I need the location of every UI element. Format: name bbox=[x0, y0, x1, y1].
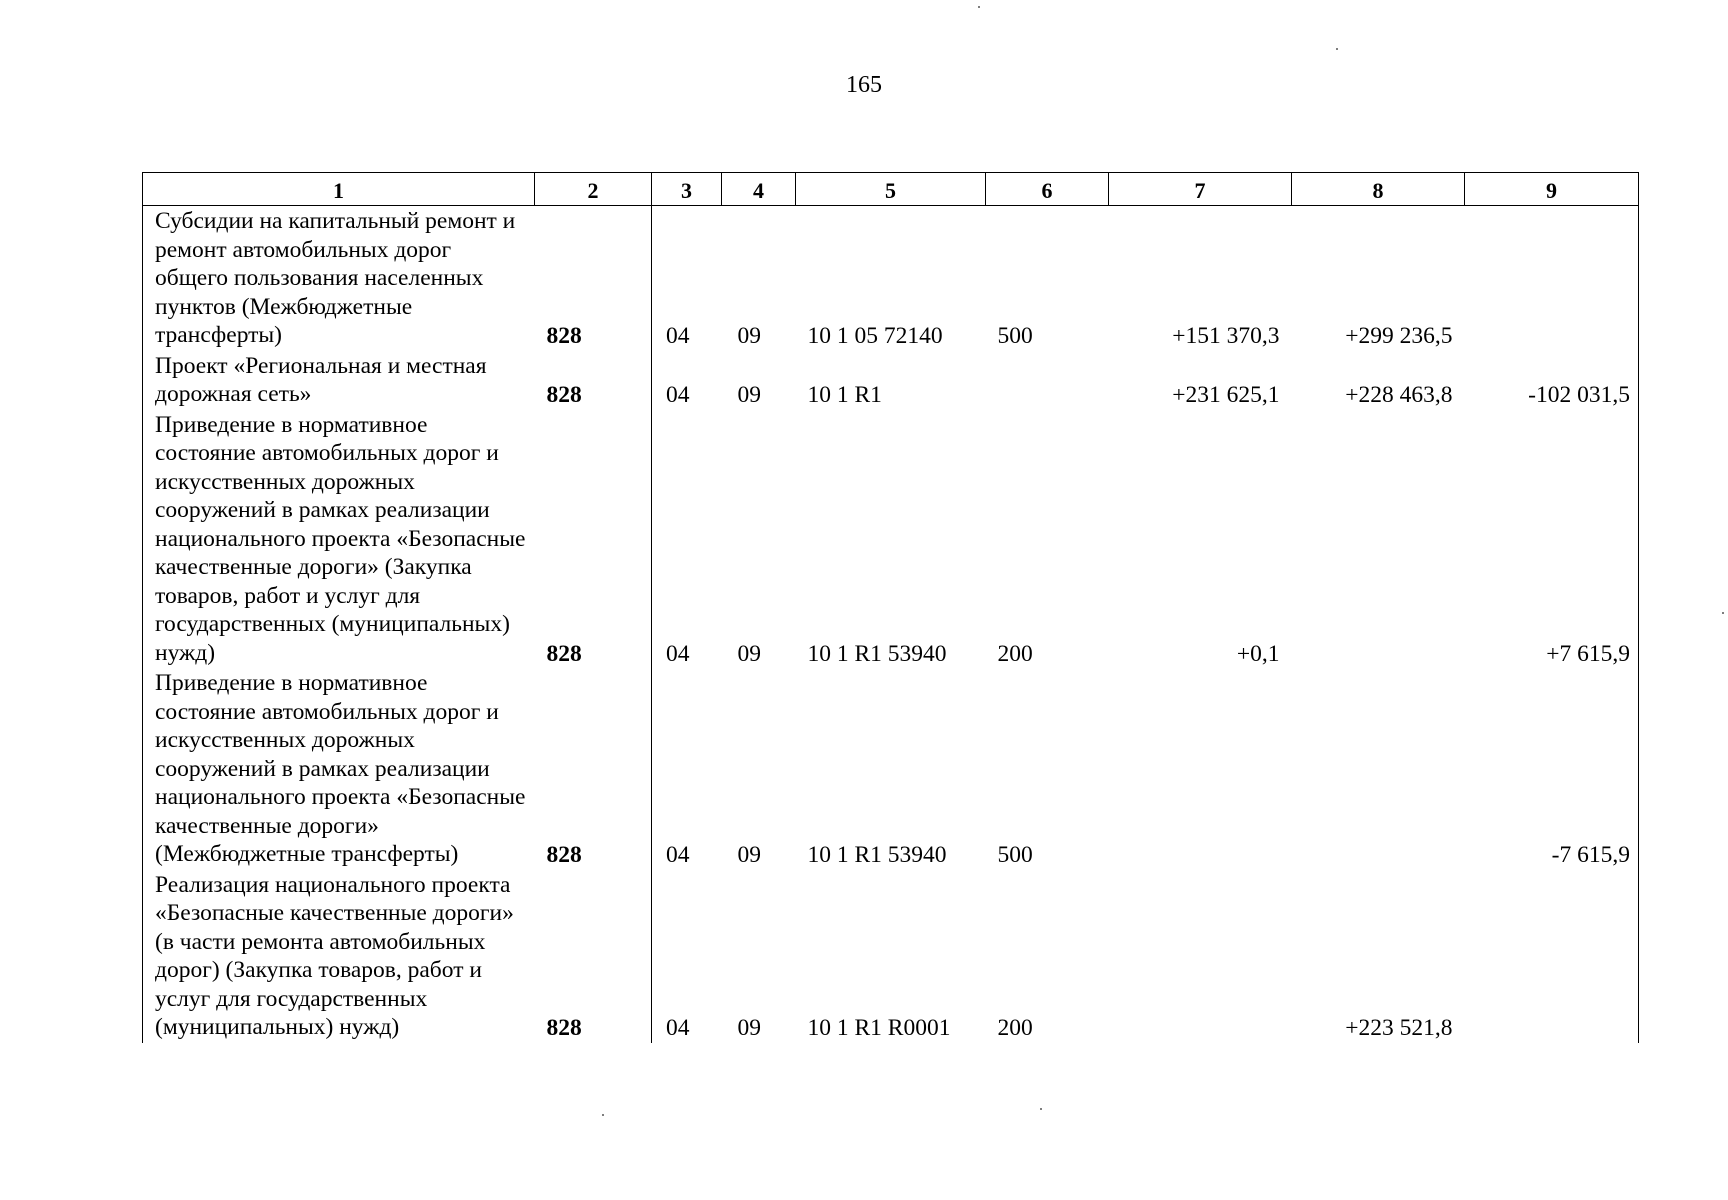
amount-col-9: -7 615,9 bbox=[1465, 668, 1639, 870]
column-header-8: 8 bbox=[1292, 173, 1465, 206]
column-header-2: 2 bbox=[535, 173, 652, 206]
amount-col-8: +228 463,8 bbox=[1345, 382, 1453, 408]
column-header-4: 4 bbox=[722, 173, 796, 206]
expense-type-code: 500 bbox=[997, 323, 1033, 349]
table-row bbox=[143, 410, 1639, 669]
column-header-1: 1 bbox=[143, 173, 535, 206]
amount-col-8: +299 236,5 bbox=[1345, 323, 1453, 349]
subsection-code: 09 bbox=[737, 382, 761, 408]
section-code: 04 bbox=[666, 323, 690, 349]
expense-type-code bbox=[986, 351, 1109, 410]
table-row bbox=[143, 206, 1639, 351]
subsection-code: 09 bbox=[737, 640, 761, 667]
amount-col-9: +7 615,9 bbox=[1465, 410, 1639, 669]
table-row bbox=[143, 668, 1639, 870]
amount-col-7 bbox=[1109, 870, 1292, 1043]
column-header-3: 3 bbox=[652, 173, 722, 206]
expense-type-code: 200 bbox=[997, 640, 1033, 667]
column-header-7: 7 bbox=[1109, 173, 1292, 206]
expense-type-code: 200 bbox=[997, 1015, 1033, 1041]
budget-table bbox=[142, 172, 1639, 1043]
ministry-code: 828 bbox=[535, 206, 652, 351]
amount-col-7: +231 625,1 bbox=[1172, 382, 1280, 408]
amount-col-9: -102 031,5 bbox=[1465, 351, 1639, 410]
ministry-code: 828 bbox=[535, 870, 652, 1043]
table-row bbox=[143, 870, 1639, 1043]
column-header-5: 5 bbox=[796, 173, 986, 206]
table-row bbox=[143, 351, 1639, 410]
amount-col-7: +0,1 bbox=[1236, 640, 1280, 667]
ministry-code: 828 bbox=[535, 668, 652, 870]
target-article-code: 10 1 R1 bbox=[807, 382, 882, 408]
row-name: Проект «Региональная и местная дорожная сеть» bbox=[143, 351, 535, 410]
row-name: Приведение в нормативное состояние автомобильных дорог и искусственных дорожных сооружений в рамках реализации национального проекта «Безопасные качественные дороги» (Межбюджетные трансферты) bbox=[143, 668, 535, 870]
target-article-code: 10 1 R1 R0001 bbox=[807, 1015, 951, 1041]
subsection-code: 09 bbox=[737, 842, 761, 868]
amount-col-8: +223 521,8 bbox=[1345, 1015, 1453, 1041]
subsection-code: 09 bbox=[737, 323, 761, 349]
section-code: 04 bbox=[666, 1015, 690, 1041]
amount-col-9 bbox=[1465, 870, 1639, 1043]
scan-speck bbox=[1722, 612, 1724, 614]
row-name: Субсидии на капитальный ремонт и ремонт автомобильных дорог общего пользования населенных пунктов (Межбюджетные трансферты) bbox=[143, 206, 535, 351]
target-article-code: 10 1 R1 53940 bbox=[807, 842, 947, 868]
target-article-code: 10 1 05 72140 bbox=[807, 323, 943, 349]
amount-col-8 bbox=[1292, 668, 1465, 870]
section-code: 04 bbox=[666, 382, 690, 408]
amount-col-7: +151 370,3 bbox=[1172, 323, 1280, 349]
section-code: 04 bbox=[666, 640, 690, 667]
scan-speck bbox=[1336, 48, 1338, 50]
amount-col-7 bbox=[1109, 668, 1292, 870]
amount-col-9 bbox=[1465, 206, 1639, 351]
scan-speck bbox=[602, 1114, 604, 1116]
subsection-code: 09 bbox=[737, 1015, 761, 1041]
scan-speck bbox=[1040, 1108, 1042, 1110]
row-name: Реализация национального проекта «Безопасные качественные дороги» (в части ремонта автомобильных дорог) (Закупка товаров, работ и услуг для государственных (муниципальных) нужд) bbox=[143, 870, 535, 1043]
target-article-code: 10 1 R1 53940 bbox=[807, 640, 947, 667]
page-number: 165 bbox=[846, 72, 882, 98]
header-row bbox=[143, 173, 1639, 206]
row-name: Приведение в нормативное состояние автомобильных дорог и искусственных дорожных сооружений в рамках реализации национального проекта «Безопасные качественные дороги» (Закупка товаров, работ и услуг для государственных (муниципальных) нужд) bbox=[143, 410, 535, 669]
column-header-9: 9 bbox=[1465, 173, 1639, 206]
column-header-6: 6 bbox=[986, 173, 1109, 206]
ministry-code: 828 bbox=[535, 410, 652, 669]
section-code: 04 bbox=[666, 842, 690, 868]
amount-col-8 bbox=[1292, 410, 1465, 669]
ministry-code: 828 bbox=[535, 351, 652, 410]
expense-type-code: 500 bbox=[997, 842, 1033, 868]
scan-speck bbox=[978, 6, 980, 8]
